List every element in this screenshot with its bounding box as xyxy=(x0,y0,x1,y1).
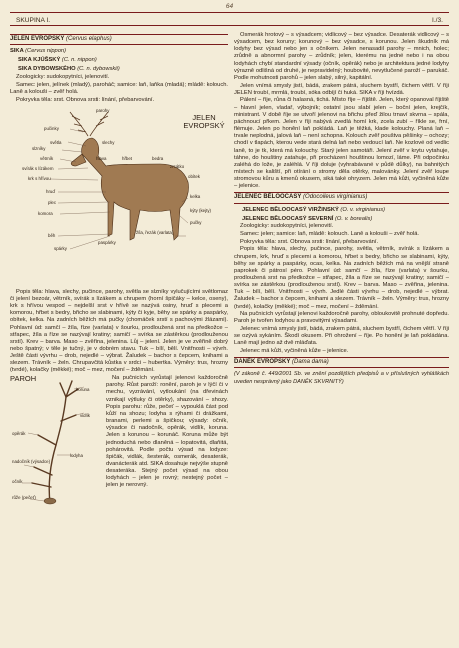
label-slechy: slechy xyxy=(102,139,115,145)
sex-line: Samec: jelen, jelínek (mladý), paroháč; samice: laň, laňka (mladá); mládě: kolouch. Laně a kolouši – zvěř holá. xyxy=(10,81,228,95)
zoology-line: Zoologicky: sudokopytníci, jelenovití. xyxy=(16,74,110,81)
jelenec-hide: Jelenec má kůži, vyčiněná kůže – jelenice. xyxy=(240,348,349,355)
illustration-title: JELEN EVROPSKÝ xyxy=(183,112,225,131)
antler-label-ruze: růže (pečeť) xyxy=(12,495,36,501)
body-description-1: Popis těla: hlava, slechy, pučince, parohy, světla se slzníky vylučujícími světlomaz či jelení bezoár, větrník, svírák s lízákem a chrupem (horní špičáky – kelce, oseny), krk s hřívou vespod – nejdelší srst v hřívě se nazývá osiny, hruď s plecemi a komorou, hřbet s bedry, břicho se slabinami, kýty či kyje, běhy se spárky a paspárky, obítek, kelka. Na zadních běžích má pučky (chomáček srstí s pachovými žlázami). Pohlavní úd: samčí – žíla, říze (varlata) v šourku, prodloužená srst na předkožce – střapec, žíla a říze se nazývají kratiny; samičí – svírka se zástěrkou (prodlouženou srstí). Krev – barva. Maso – zvěřina, jelenina. Lůj – jelení. Jelen je ve zvěřině dobrý nebo špatný; v těle je tučný, je v dobrém stavu. Tuk – bílí, bělí. Vnitřnosti – vývrh. Ještě části vývrhu – drob, nejedlé – výbrat. Žaludek – bachor s čepcem, knihami a slezem. Trávník – želn. Chrupavčitá kůstka v srdci – hubertka. Výměry: trus, hrozny (tvrdé), kolačky (měkké); moč – mez, močení – žděmání. xyxy=(10,288,228,374)
antler-title: PAROH xyxy=(10,374,37,384)
label-krk: krk s hřívou xyxy=(28,175,51,181)
left-column xyxy=(10,32,228,510)
label-zrcadlo: zrcátko xyxy=(170,163,185,169)
coat-line: Pokryvka těla: srst. Obnova srsti: línání, přebarvování. xyxy=(16,96,155,103)
page-header xyxy=(10,14,449,26)
sika-sub2: SIKA DYBOWSKÉHO (C. n. dybowskii) xyxy=(18,66,120,73)
header-left: SKUPINA I. xyxy=(16,17,51,24)
jelenec-senses: Jelenec vnímá smysly jistí, bádá, zrakem pátrá, sluchem bystří, čichem větří. V říji se ozývá sykáním. Škodí okusem. Při ohrožení – říje. Po honění je laň pokládána. Laně mají jedno až dvě mláďata. xyxy=(234,326,449,347)
antler-label-ocnik: očník xyxy=(12,479,23,485)
label-hrud: hruď xyxy=(46,188,56,194)
jelenec-sub2: JELENEC BĚLOOCASÝ SEVERNÍ (O. v. borealis) xyxy=(242,215,373,222)
antler-label-vidlik: vidlík xyxy=(80,413,91,419)
label-svirak: svírák s lízákem xyxy=(22,165,54,171)
section-title-jelenec: JELENEC BĚLOOCASÝ (Odocoileus virginianus) xyxy=(234,192,449,203)
label-bedra: bedra xyxy=(152,155,164,161)
jelenec-sub1: JELENEC BĚLOOCASÝ VIRŽINSKÝ (O. v. virginianus) xyxy=(242,206,386,213)
label-vetrnik: větrník xyxy=(40,155,54,161)
deer-illustration xyxy=(10,106,228,286)
header-right: I./3. xyxy=(432,17,443,24)
label-komora: komora xyxy=(38,210,53,216)
label-obitek: obítek xyxy=(188,173,200,179)
label-pasparky: paspárky xyxy=(98,239,116,245)
sika-heading: SIKA (Cervus nippon) xyxy=(10,48,67,55)
label-hrbet: hřbet xyxy=(122,155,133,161)
section-title-danek: DANĚK EVROPSKÝ (Dama dama) xyxy=(234,357,449,368)
right-para-2: Jelen vnímá smysly jistí, bádá, zrakem pátrá, sluchem bystří, čichem větří. V říji JELEN troubí, mrmlá, troubí, sóka odbíjí či huká. SIKA v říji hvízdá. xyxy=(234,82,449,96)
label-svetla: světla xyxy=(50,139,62,145)
antler-label-operak: opěrák xyxy=(12,431,26,437)
jelenec-sex: Samec: jelen; samice: laň, mládě: kolouch. Laně a kolouši – zvěř holá. xyxy=(240,231,419,238)
antler-drawing xyxy=(10,375,102,510)
antler-illustration xyxy=(10,375,102,510)
label-parohy: parohy xyxy=(96,107,110,113)
page-number: 64 xyxy=(225,3,234,10)
label-plec: plec xyxy=(48,199,57,205)
label-slzniky: slzníky xyxy=(32,145,46,151)
danek-notice: (V zákoně č. 449/2001 Sb. ve znění pozdějších předpisů a v příslušných vyhláškách uveden nesprávný jako DANĚK SKVRNITÝ) xyxy=(234,371,449,385)
label-zila: žíla, řezák (varlata) xyxy=(136,229,174,235)
label-bech: běh xyxy=(48,232,56,238)
section-title-jelen: JELEN EVROPSKÝ (Cervus elaphus) xyxy=(10,34,228,45)
label-pucky: pučky xyxy=(190,219,202,225)
antler-label-nadocnik: nadočník (výsadce) xyxy=(12,459,51,465)
body-description-2: Na pučnicích vyrůstají jelenovi každoročně parohy. Růst paroží: ronění, paroh je v lýčí či v mechu, vyzrávání, vytloukání (na dřevinách vznikají výtluky či otěrky), shazování – shozy. Popis parohu: růže, pečeť – vypouklá část pod kůží na shozu; lodyha s rýhami či drážkami, branami, perlemi a špičkou; výsady: očník, výsadce či nadočník, opěrák, vidlík, koruna. Jelen s korunou – korunáč. Koruna může být jednoduchá nebo dlaněná – lopatovitá, dlaňitá, pohárovitá. Podle počtu výsad na lodyze: špičák, vidlák, šesterák, osmerák, desaterák, dvanácterák atd. SIKA dosahuje nejvýše stupně desateráka. Stejný počet výsad na obou lodyhách – jelen je rovný; nestejný počet – jelen je nerovný. xyxy=(106,375,228,489)
jelenec-coat: Pokryvka těla: srst. Obnova srsti: línání, přebarvování. xyxy=(240,238,379,245)
antler-label-lodyha: lodyha xyxy=(70,453,83,459)
label-sparky: spárky xyxy=(54,245,67,251)
right-para-3: Pálení – říje, růna či halasná, tichá. Místo říje – říjiště. Jelen, který opanoval říjiště – hlavní jelen, vladař, výbojník; ostatní jsou slabí jelen – boční jelen, krejčík, ministrant. V době říje se utvoří jelenovi na břichu přeď žilou trnaví skvrna – spála, páchnoucí přkem. Jelen v říji nabývá zvedlá homí krk, zcela zubí – říkle se, frní, flémuje. Jelen po honění laň pokládá. Laň je těžká, klade kolouchy. Planá laň – trvale neplodná, jalová laň – není schopna. Kolouch zvěř pouštva pěšinky – ochozy; chodí v tlapách, kterou vede stará delná laň nebo vedoucí laň. Ne kozlové od vedlic laně, to je tk, která má kolouchy. Starý jelen samotáři. Jelení zvěř v krytu vytahuje, táhne, do houštiny zatahuje, při procházení houštinou lomozí, láme. Při odpočinku zaléhá do lože, je zaléhlá. V říji doluje (vyhrabávané v půdě důlky), na bahnitých místech se kaliští, při otírání o stromy děla otěrky, malovánky. Jelení zvěř loupe stromovou kůru a kmenů okusem, siká také ohryzem. Jelen má kůži, vyčiněná kůže – jelenice. xyxy=(234,97,449,190)
label-hlava: hlava xyxy=(96,155,107,161)
antler-label-koruna: koruna xyxy=(76,387,90,393)
sika-sub1: SIKA KJÚŠSKÝ (C. n. nippon) xyxy=(18,57,97,64)
jelenec-antlers: Na pučnicích vyrůstají jelenovi každoročně parohy, obloukovitě prohnuté dopředu. Paroh je tvořen lodyhou a pravovitými výsadami. xyxy=(234,311,449,325)
right-column xyxy=(234,32,449,386)
jelenec-zoology: Zoologicky: sudokopytníci, jelenovití. xyxy=(240,223,334,230)
right-para-1: Osmerák hrotový – s výsadcem; vidlicový – bez výsadce. Desaterák vidlicový – s výsadcem, bez koruny; korunový – bez výsadce, s korunou. Jelen škudník má lodyhy bez výsad nebo jen s očníkem. Jelen nenasadil parohy – mnich, holec; zrůdně a abnormní parohy – zrůdník; jelen, kterému na jedné nebo i na obou lodyhách chybí standardní výsady (očník, opěrák) nebo je architektura jedné lodyhy výrazně odlišná od druhé, je nepravidelný; houbovité, nevytlučené paroží – parukáč. Podle mohutnosti parohů – jelen slabý, silný, kapitální. xyxy=(234,32,449,81)
label-pucinky: pučinky xyxy=(44,125,59,131)
jelenec-body: Popis těla: hlava, slechy, pučince, parohy, světla, větrník, svírák s lízákem a chrupem, krk, hruď s plecemi a komorou, hřbet s bedry, břicho se slabinami, kýty, běhy se spárky a paspárky, ocas, kelka. Na zadních běžích má na vnější straně paprokek či pátrosí péro. Pohlavní úd: samčí – žíla, říze (varlata) v šourku, prodloužená srst na předkožce – střapec, žíla a říze se nazývají kratiny; samičí – svírka se zástěrkou (prodlouženou srstí). Krev – barva. Maso – zvěřina, jelenina. Tuk – bílí, bělí. Vnitřnosti – vývrh. Jedlé části vývrhu – drob, nejedlé – výbrat. Žaludek – bachor s čepcem, knihami a slezem. Trávník – želn. Výměry: trus, hrozny (tvrdé), kolačky (měkké); moč – mez, močení – žděmání. xyxy=(234,246,449,310)
header-rule xyxy=(10,12,449,13)
label-kelka: kelka xyxy=(190,193,201,199)
label-kyty: kýty (kejty) xyxy=(190,207,211,213)
